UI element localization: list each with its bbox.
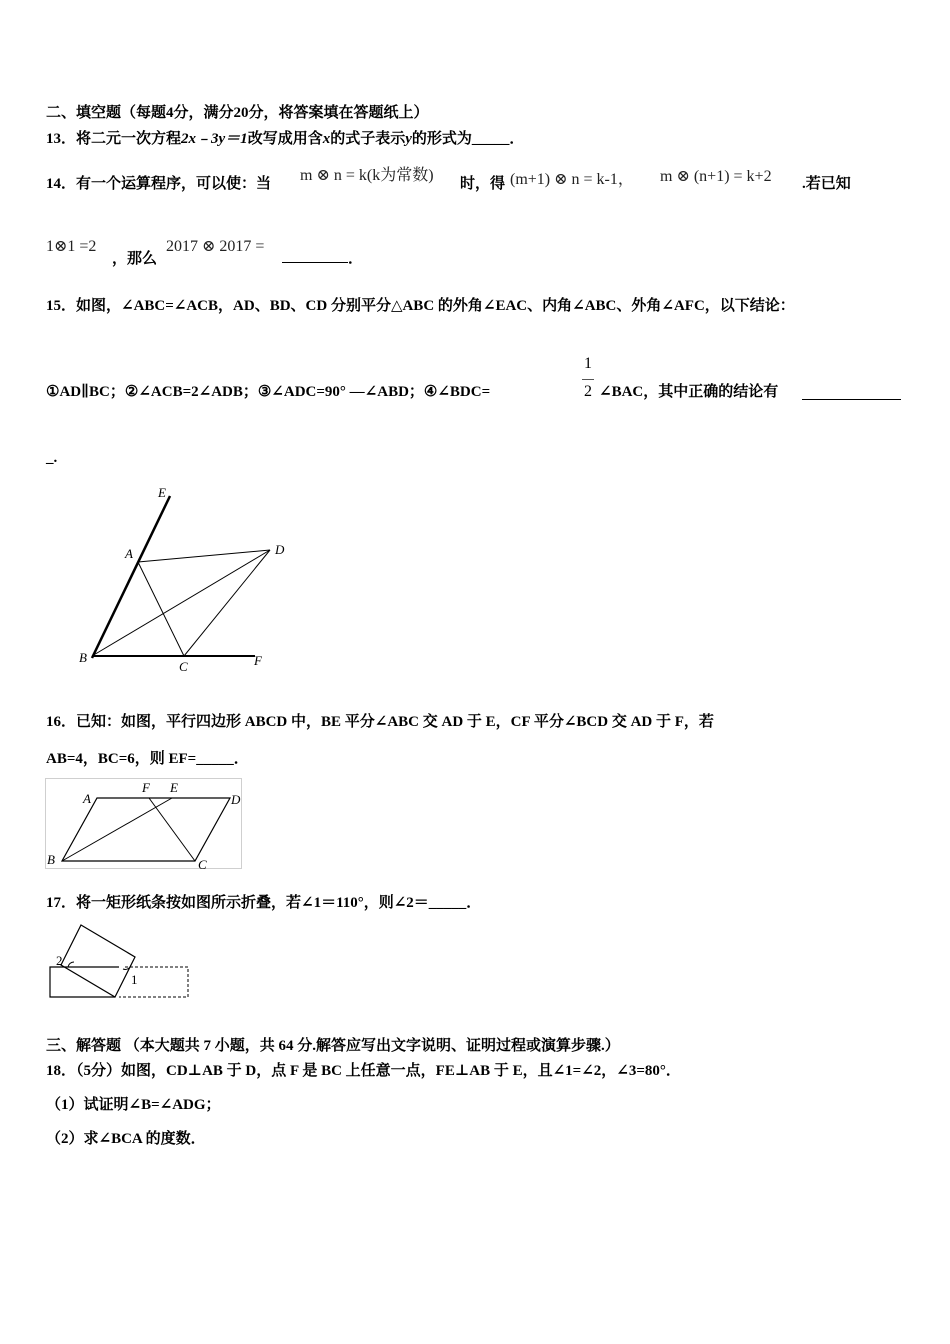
q15-frac-den: 2 xyxy=(584,383,592,400)
figure-17-svg xyxy=(45,922,195,1004)
figure-15 xyxy=(70,480,300,680)
label-d: D xyxy=(231,792,241,807)
strip-folded-dashed xyxy=(119,967,188,997)
line-ad xyxy=(138,550,270,562)
label-e: E xyxy=(170,780,178,795)
q14-formula-2: (m+1) ⊗ n = k-1， xyxy=(510,171,634,188)
q15-conclusions-tail: ∠BAC，其中正确的结论有 xyxy=(599,384,779,400)
angle-2-arc xyxy=(68,962,74,967)
label-2: 2 xyxy=(56,953,63,968)
q13-equation: 2x﹣3y＝1 xyxy=(181,131,248,147)
figure-16 xyxy=(45,778,245,873)
question-13 xyxy=(46,130,524,148)
strip-left xyxy=(50,967,119,997)
q14-mid: 时，得 xyxy=(460,176,506,192)
q17-text: 17．将一矩形纸条按如图所示折叠，若∠1＝110°，则∠2＝_____． xyxy=(46,895,482,911)
q13-var-y: y xyxy=(405,131,412,147)
line-cf xyxy=(149,798,195,861)
q18-part-1: （1）试证明∠B=∠ADG； xyxy=(46,1097,221,1113)
q15-text: 15．如图，∠ABC=∠ACB，AD、BD、CD 分别平分△ABC 的外角∠EAC、内角∠ABC、外角∠AFC，以下结论： xyxy=(46,298,795,314)
q14-lead: 14．有一个运算程序，可以使：当 xyxy=(46,176,272,192)
label-a: A xyxy=(125,546,133,561)
q13-text-b: 改写成用含 xyxy=(247,131,323,147)
line-be xyxy=(92,496,170,658)
label-c: C xyxy=(198,857,207,872)
q15-answer-blank[interactable] xyxy=(802,385,901,405)
label-b: B xyxy=(79,650,87,665)
label-f: F xyxy=(142,780,150,795)
q15-conclusions: ①AD∥BC；②∠ACB=2∠ADB；③∠ADC=90° —∠ABD；④∠BDC= xyxy=(46,384,491,400)
label-d: D xyxy=(275,542,285,557)
q15-frac-num: 1 xyxy=(584,355,592,372)
q18-part-2: （2）求∠BCA 的度数． xyxy=(46,1131,206,1147)
q14-formula-5: 2017 ⊗ 2017 = xyxy=(166,238,265,255)
q13-text-d: 的形式为_____． xyxy=(411,131,525,147)
q14-then: ，那么 xyxy=(112,251,158,267)
figure-17 xyxy=(45,922,195,1004)
q13-text-c: 的式子表示 xyxy=(330,131,406,147)
section2-heading: 二、填空题（每题4分，满分20分，将答案填在答题纸上） xyxy=(46,105,429,121)
label-c: C xyxy=(179,659,188,674)
folded-part xyxy=(61,925,135,997)
line-ac xyxy=(138,562,184,656)
q14-answer-blank[interactable] xyxy=(282,248,363,268)
figure-16-svg xyxy=(45,778,245,873)
line-cd xyxy=(184,550,270,656)
section3-heading: 三、解答题 （本大题共 7 小题，共 64 分.解答应写出文字说明、证明过程或演算步骤.） xyxy=(46,1038,620,1054)
q14-formula-4: 1⊗1 =2 xyxy=(46,238,97,255)
label-a: A xyxy=(83,791,91,806)
q16-line1: 16．已知：如图，平行四边形 ABCD 中，BE 平分∠ABC 交 AD 于 E，CF 平分∠BCD 交 AD 于 F，若 xyxy=(46,714,714,730)
q13-text-a: 13．将二元一次方程 xyxy=(46,131,182,147)
label-e: E xyxy=(158,485,166,500)
q18-text: 18．（5分）如图，CD⊥AB 于 D，点 F 是 BC 上任意一点，FE⊥AB 于 E，且∠1=∠2，∠3=80°． xyxy=(46,1063,681,1079)
q16-line2: AB=4，BC=6，则 EF=_____． xyxy=(46,751,249,767)
label-f: F xyxy=(254,653,262,668)
figure-15-svg xyxy=(70,480,300,680)
q14-end: ． xyxy=(348,251,364,267)
q14-formula-1: m ⊗ n = k(k为常数) xyxy=(300,167,434,184)
q13-var-x: x xyxy=(322,131,331,147)
q15-end: _. xyxy=(46,450,58,466)
q14-formula-3: m ⊗ (n+1) = k+2 xyxy=(660,168,772,185)
label-1: 1 xyxy=(131,972,138,987)
parallelogram-abcd xyxy=(62,798,230,861)
q15-frac-bar xyxy=(582,379,594,380)
label-b: B xyxy=(47,852,55,867)
q14-tail: .若已知 xyxy=(802,176,851,192)
